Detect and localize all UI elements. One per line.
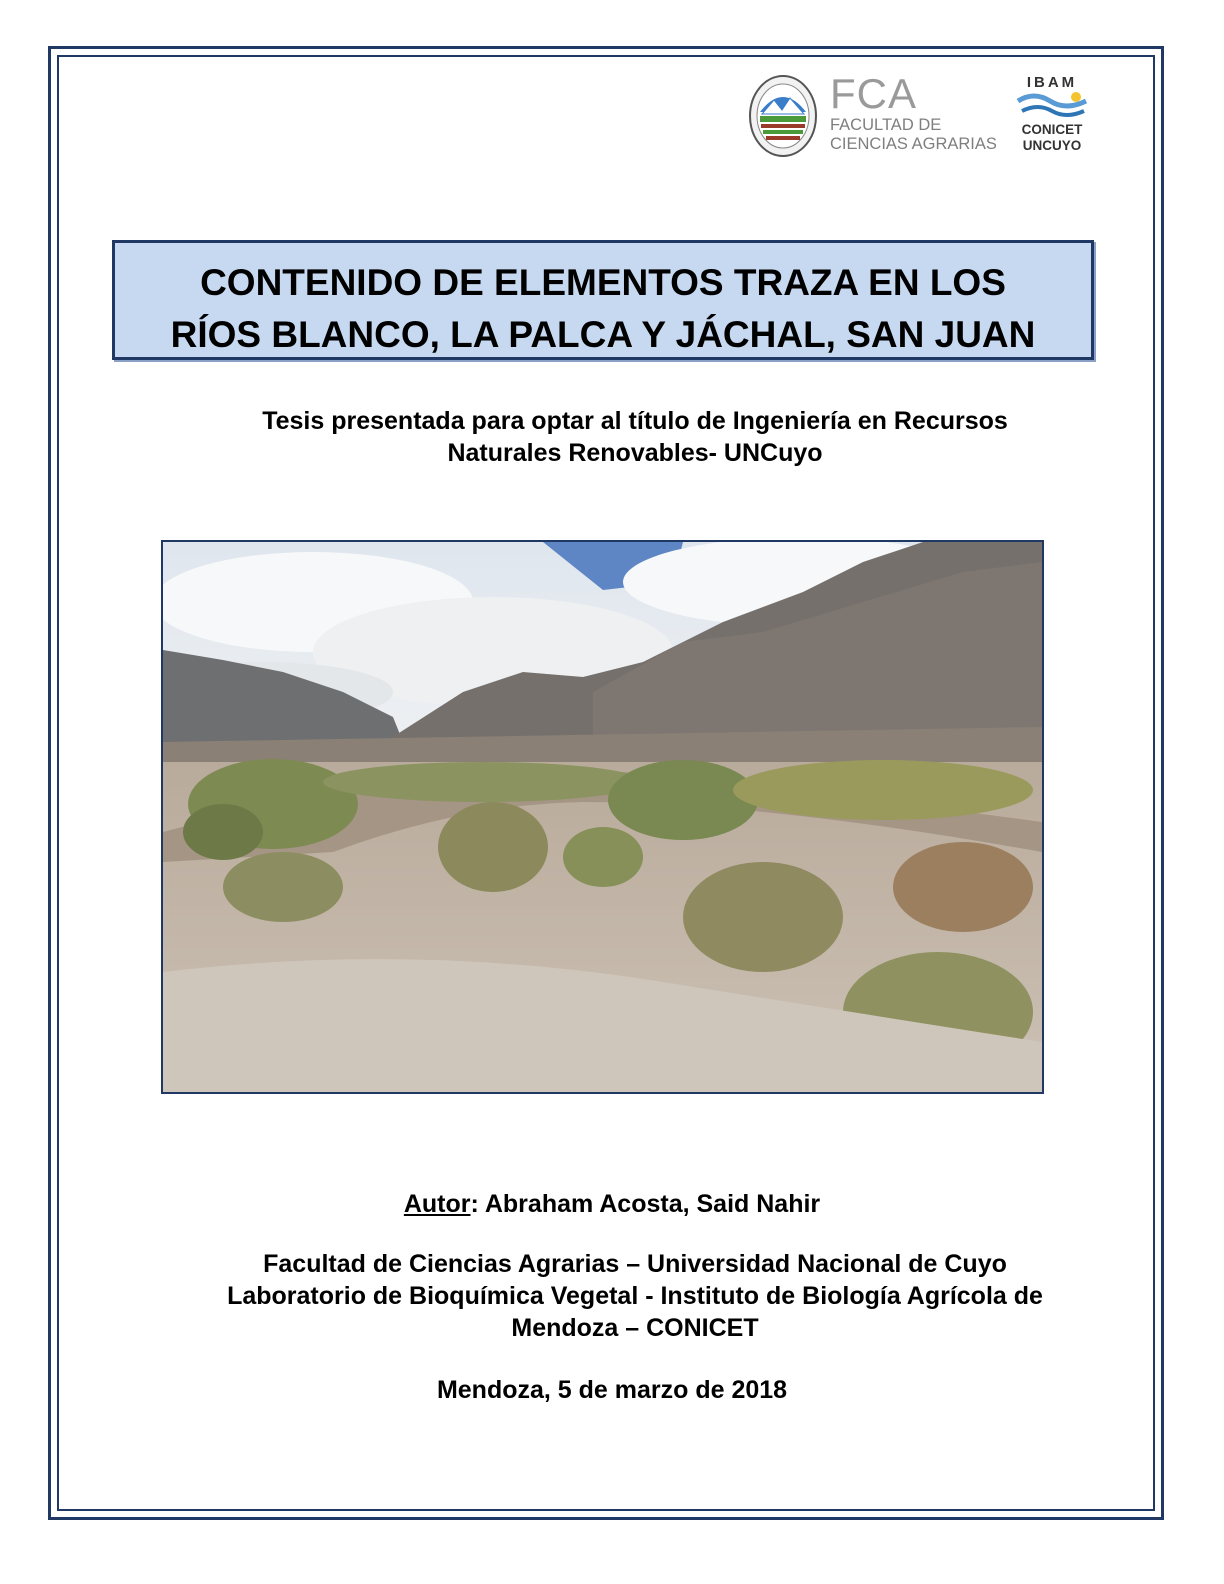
- institution-block: [150, 1248, 1120, 1344]
- ibam-line-1: CONICET: [1021, 122, 1083, 137]
- title-line-1: CONTENIDO DE ELEMENTOS TRAZA EN LOS: [200, 262, 1006, 303]
- thesis-subtitle: [180, 405, 1090, 469]
- fca-wordmark: [830, 72, 1000, 162]
- ibam-name: IBAM: [1026, 74, 1078, 91]
- fca-seal-logo: [748, 74, 818, 158]
- subtitle-line-1: Tesis presentada para optar al título de Ingeniería en Recursos: [262, 407, 1008, 435]
- ibam-wave-icon: [1014, 91, 1090, 117]
- title-box: [112, 240, 1094, 360]
- fca-line-2: CIENCIAS AGRARIAS: [830, 135, 997, 153]
- fca-acronym: FCA: [830, 70, 917, 117]
- author-line: [0, 1190, 1224, 1219]
- institution-line-2: Laboratorio de Bioquímica Vegetal - Instituto de Biología Agrícola de: [227, 1282, 1043, 1310]
- institution-line-3: Mendoza – CONICET: [511, 1314, 759, 1342]
- date-line: Mendoza, 5 de marzo de 2018: [436, 1376, 788, 1404]
- document-title: [115, 257, 1091, 361]
- ibam-logo: [1010, 74, 1094, 164]
- author-label: Autor: [403, 1190, 471, 1218]
- ibam-line-2: UNCUYO: [1022, 138, 1082, 153]
- river-landscape-photo: [161, 540, 1044, 1094]
- subtitle-line-2: Naturales Renovables- UNCuyo: [447, 439, 823, 467]
- institution-line-1: Facultad de Ciencias Agrarias – Universidad Nacional de Cuyo: [263, 1250, 1007, 1278]
- title-line-2: RÍOS BLANCO, LA PALCA Y JÁCHAL, SAN JUAN: [170, 314, 1036, 355]
- author-name: Abraham Acosta, Said Nahir: [478, 1190, 821, 1218]
- fca-line-1: FACULTAD DE: [830, 116, 942, 134]
- author-separator: :: [470, 1190, 479, 1218]
